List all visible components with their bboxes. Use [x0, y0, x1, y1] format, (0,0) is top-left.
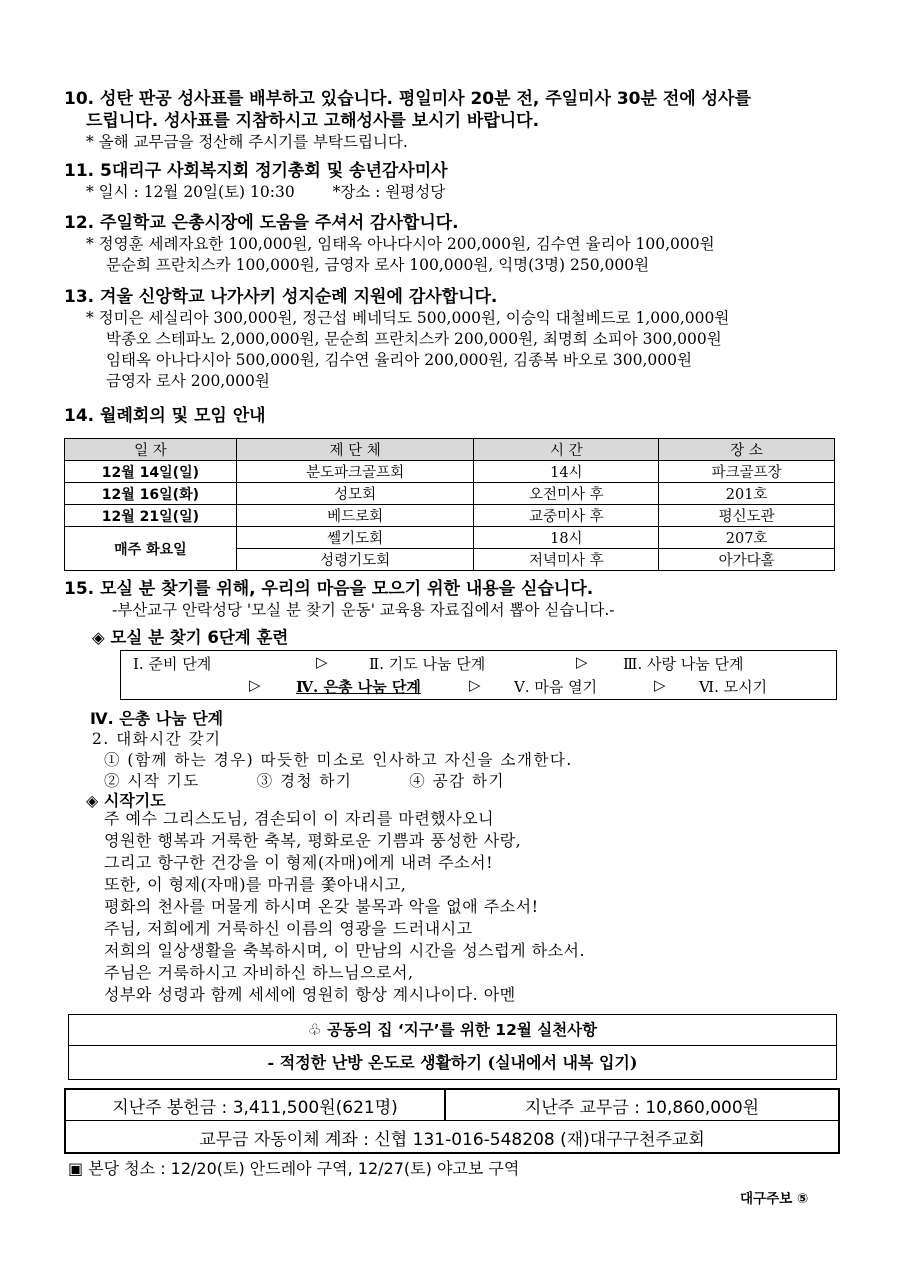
table-header-row: [65, 439, 835, 461]
event-datetime: * 일시 : 12월 20일(토) 10:30: [86, 183, 295, 201]
notice-number: 11.: [64, 161, 95, 181]
notice-title: 월례회의 및 모임 안내: [100, 406, 266, 426]
step-label: Ⅱ. 기도 나눔 단계: [369, 655, 486, 673]
arrow-icon: ▷: [576, 653, 588, 671]
notice-number: 10.: [64, 89, 95, 109]
meeting-date: 매주 화요일: [65, 527, 237, 571]
column-header: 제 단 체: [236, 439, 474, 461]
notice-number: 15.: [64, 579, 95, 599]
meeting-group: 분도파크골프회: [236, 461, 474, 483]
meeting-place: 아가다홀: [659, 549, 835, 571]
donor-list: 금영자 로사 200,000원: [106, 372, 270, 390]
meeting-time: 저녁미사 후: [474, 549, 659, 571]
training-steps-box: [120, 650, 837, 700]
prayer-line: 영원한 행복과 거룩한 축복, 평화로운 기쁨과 풍성한 사랑,: [104, 831, 522, 850]
stage-item: ④ 공감 하기: [409, 772, 505, 790]
table-row: [65, 527, 835, 549]
practice-title: 공동의 집 ‘지구’를 위한 12월 실천사항: [327, 1021, 598, 1039]
last-week-offering: 지난주 봉헌금 : 3,411,500원(621명): [112, 1098, 398, 1118]
notice-text-continued: 드립니다. 성사표를 지참하시고 고해성사를 보시기 바랍니다.: [86, 111, 540, 131]
table-row: [65, 461, 835, 483]
step-label: Ⅲ. 사랑 나눔 단계: [623, 655, 744, 673]
prayer-line: 저희의 일상생활을 축복하시며, 이 만남의 시간을 성스럽게 하소서.: [104, 941, 586, 960]
meeting-time: 14시: [474, 461, 659, 483]
stage-item: ① (함께 하는 경우) 따듯한 미소로 인사하고 자신을 소개한다.: [104, 751, 573, 769]
meeting-place: 201호: [659, 483, 835, 505]
practice-content: - 적정한 난방 온도로 생활하기 (실내에서 내복 입기): [267, 1053, 638, 1072]
notice-14: [64, 405, 834, 427]
column-header: 일 자: [65, 439, 237, 461]
notice-number: 13.: [64, 287, 95, 307]
table-row: [65, 483, 835, 505]
event-location: *장소 : 원평성당: [332, 183, 446, 201]
prayer-line: 주님은 거룩하시고 자비하신 하느님으로서,: [104, 963, 414, 982]
step-label: Ⅴ. 마음 열기: [514, 678, 598, 696]
meeting-group: 성령기도회: [236, 549, 474, 571]
page-footer: [740, 1187, 808, 1207]
notice-number: 12.: [64, 213, 95, 233]
stage-subtitle: 2. 대화시간 갖기: [92, 730, 222, 748]
page-number: ⑤: [796, 1191, 809, 1207]
stage-item: ② 시작 기도: [104, 772, 200, 790]
meeting-date: 12월 14일(일): [65, 461, 237, 483]
prayer-line: 또한, 이 형제(자매)를 마귀를 쫓아내시고,: [104, 875, 407, 894]
stage-item: ③ 경청 하기: [256, 772, 353, 790]
donor-list: 임태옥 아나다시아 500,000원, 김수연 율리아 200,000원, 김종복 바오로 300,000원: [106, 351, 692, 369]
notice-note: * 올해 교무금을 정산해 주시기를 부탁드립니다.: [86, 133, 408, 151]
meeting-time: 오전미사 후: [474, 483, 659, 505]
meeting-group: 쎌기도회: [236, 527, 474, 549]
step-label-current: Ⅳ. 은총 나눔 단계: [296, 678, 421, 696]
notice-12: [64, 212, 834, 276]
meeting-group: 성모회: [236, 483, 474, 505]
notice-10: [64, 88, 834, 153]
clover-icon: ♧: [307, 1021, 322, 1039]
training-heading: ◈ 모실 분 찾기 6단계 훈련: [92, 628, 289, 647]
notice-15: [64, 578, 834, 621]
opening-prayer: [104, 808, 585, 1006]
step-label: Ⅵ. 모시기: [699, 678, 768, 696]
column-header: 장 소: [659, 439, 835, 461]
step-label: Ⅰ. 준비 단계: [133, 655, 212, 673]
meeting-date: 12월 21일(일): [65, 505, 237, 527]
notice-title: 주일학교 은총시장에 도움을 주셔서 감사합니다.: [100, 213, 459, 233]
source-note: -부산교구 안락성당 '모실 분 찾기 운동' 교육용 자료집에서 뽑아 싣습니다.-: [112, 601, 615, 619]
notice-title: 모실 분 찾기를 위해, 우리의 마음을 모으기 위한 내용을 싣습니다.: [100, 579, 594, 599]
arrow-icon: ▷: [316, 653, 328, 671]
last-week-dues: 지난주 교무금 : 10,860,000원: [524, 1098, 760, 1118]
notice-11: [64, 160, 834, 203]
meeting-date: 12월 16일(화): [65, 483, 237, 505]
arrow-icon: ▷: [469, 676, 481, 694]
publication-name: 대구주보: [740, 1191, 793, 1207]
notice-title: 5대리구 사회복지회 정기총회 및 송년감사미사: [100, 161, 448, 181]
prayer-heading: ◈ 시작기도: [86, 791, 166, 810]
donor-list: * 정미은 세실리아 300,000원, 정근섭 베네딕도 500,000원, 이승익 대철베드로 1,000,000원: [86, 309, 730, 327]
prayer-line: 주 예수 그리스도님, 겸손되이 이 자리를 마련했사오니: [104, 809, 495, 828]
meeting-place: 파크골프장: [659, 461, 835, 483]
notice-number: 14.: [64, 406, 95, 426]
meeting-place: 평신도관: [659, 505, 835, 527]
arrow-icon: ▷: [654, 676, 666, 694]
donor-list: * 정영훈 세례자요한 100,000원, 임태옥 아나다시아 200,000원, 김수연 율리아 100,000원: [86, 235, 715, 253]
table-row: [65, 505, 835, 527]
arrow-icon: ▷: [249, 676, 261, 694]
notice-text: 성탄 판공 성사표를 배부하고 있습니다. 평일미사 20분 전, 주일미사 30분 전에 성사를: [100, 89, 751, 109]
meeting-time: 교중미사 후: [474, 505, 659, 527]
practice-box: [68, 1014, 837, 1080]
cleaning-schedule: ▣ 본당 청소 : 12/20(토) 안드레아 구역, 12/27(토) 야고보 구역: [68, 1159, 520, 1178]
meeting-place: 207호: [659, 527, 835, 549]
meeting-schedule-table: [64, 438, 835, 571]
finance-box: [64, 1088, 840, 1154]
prayer-line: 그리고 항구한 건강을 이 형제(자매)에게 내려 주소서!: [104, 853, 494, 872]
prayer-line: 성부와 성령과 함께 세세에 영원히 항상 계시나이다. 아멘: [104, 985, 516, 1004]
donor-list: 박종오 스테파노 2,000,000원, 문순희 프란치스카 200,000원, 최명희 소피아 300,000원: [106, 330, 722, 348]
notice-13: [64, 286, 834, 392]
meeting-group: 베드로회: [236, 505, 474, 527]
prayer-line: 주님, 저희에게 거룩하신 이름의 영광을 드러내시고: [104, 919, 473, 938]
prayer-line: 평화의 천사를 머물게 하시며 온갖 불목과 악을 없애 주소서!: [104, 897, 539, 916]
column-header: 시 간: [474, 439, 659, 461]
meeting-time: 18시: [474, 527, 659, 549]
donor-list: 문순희 프란치스카 100,000원, 금영자 로사 100,000원, 익명(3명) 250,000원: [106, 256, 650, 274]
stage-title: Ⅳ. 은총 나눔 단계: [90, 709, 224, 728]
notice-title: 겨울 신앙학교 나가사키 성지순례 지원에 감사합니다.: [100, 287, 498, 307]
auto-transfer-account: 교무금 자동이체 계좌 : 신협 131-016-548208 (재)대구구천주교회: [199, 1130, 705, 1150]
